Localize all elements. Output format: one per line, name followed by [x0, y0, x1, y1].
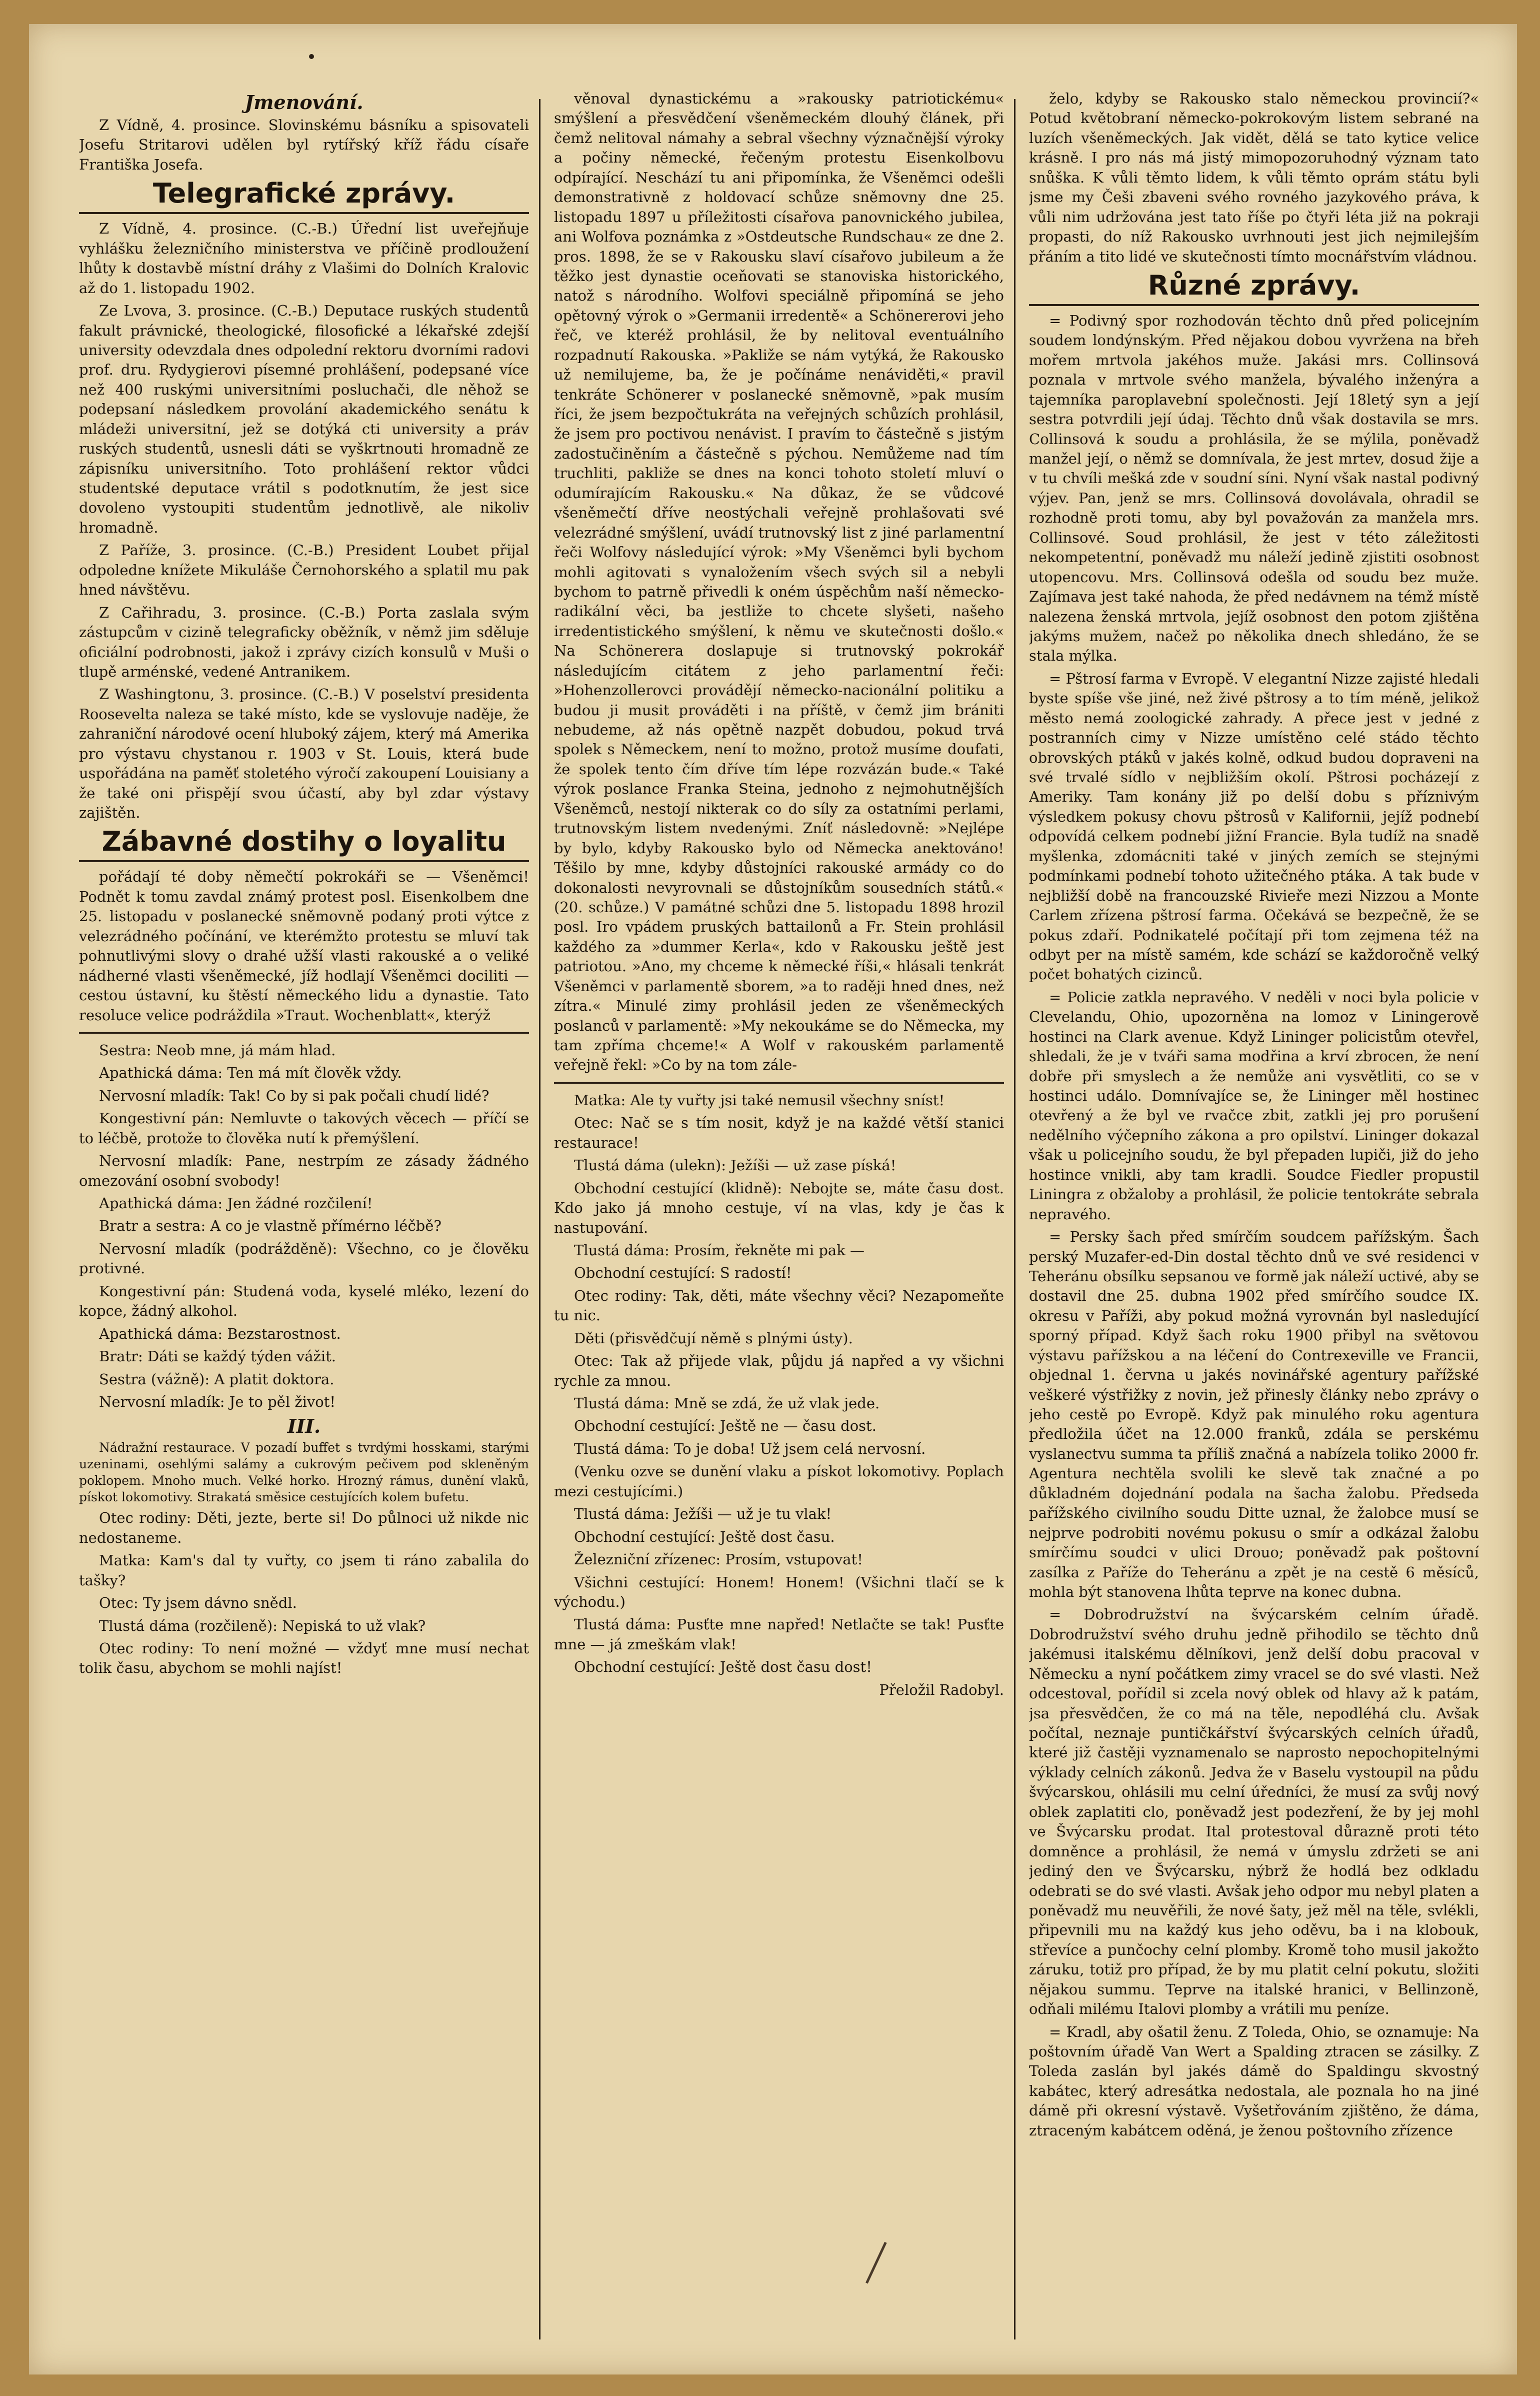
dialog-block-1	[79, 1041, 529, 1412]
column-2	[554, 89, 1004, 2349]
news-item: = Dobrodružství na švýcarském celním úřadě. Dobrodružství svého druhu jedně přihodilo se těchto dnů jakémusi italskému dělníkovi, jenž delší dobu pracoval v Německu a nyní počátkem zimy vracel se do své vlasti. Než odcestoval, pořídil si zcela nový oblek od hlavy až k patám, jsa přesvědčen, že co má na těle, nepodléhá clu. Avšak počítal, neznaje puntičkářství švýcarských celních úřadů, které již častěji vyznamenalo se naprosto nepochopitelnými výklady celních zákonů. Jedva že v Baselu vystoupil na půdu švýcarskou, ohlásili mu celní úředníci, že musí za svůj nový oblek zaplatiti clo, poněvadž jest podezření, že by jej mohl ve Švýcarsku prodat. Ital protestoval důrazně proti této domněnce a prohlásil, že nemá v úmyslu zdržeti se ani jediný den ve Švýcarsku, nýbrž že hodlá bez odkladu odebrati se do své vlasti. Avšak jeho odpor mu nebyl platen a poněvadž mu neuvěřili, že nové šaty, jež měl na těle, svlékli, připevnili mu na každý kus jeho oděvu, ba i na klobouk, střevíce a punčochy celní plomby. Kromě toho musil jakožto záruku, totiž pro případ, že by mu platit celní pokutu, složiti nějakou summu. Teprve na italské hranici, v Bellinzoně, odňali milému Italovi plomby a vrátili mu peníze.	[1029, 1606, 1479, 2018]
dialog-line: Nervosní mladík: Pane, nestrpím ze zásady žádného omezování osobní svobody!	[79, 1152, 529, 1189]
section-heading-jmenovani: Jmenování.	[244, 91, 364, 114]
dialog-line: Otec: Ty jsem dávno snědl.	[99, 1594, 297, 1612]
news-item: = Policie zatkla nepravého. V neděli v noci byla policie v Clevelandu, Ohio, upozorněna na lomoz v Liningerově hostinci na Clark avenue. Když Lininger policistům otevřel, shledali, že je v tváři sama modřina a krví zbrocen, že není dobře při smyslech a že nemůže ani vysvětliti, co se v hostinci událo. Domnívajíce se, že Lininger měl hostinec otevřený a že byl ve rvačce zbit, zatkli jej pro porušení nedělního výčepního zákona a pro opilství. Lininger dokazal však u policejního soudu, že byl přepaden lupiči, již do jeho hostince vnikli, aby tam kradli. Soudce Fiedler propustil Liningra z obžaloby a prohlásil, že policie tentokráte sebrala nepravého.	[1029, 988, 1479, 1223]
dialog-line: Tlustá dáma: To je doba! Už jsem celá nervosní.	[574, 1440, 926, 1457]
telegram-constantinople: Z Cařihradu, 3. prosince. (C.-B.) Porta zaslala svým zástupcům v cizině telegraficky oběžník, v němž jim sděluje oficiální podrobnosti, jakož i zprávy cizích konsulů v Muši o tlupě arménské, vedené Antranikem.	[79, 604, 529, 680]
article-loyalty-continued: věnoval dynastickému a »rakousky patriotickému« smýšlení a přesvědčení všeněmeckém dlouhý článek, při čemž nelitoval námahy a sebral všechny význačnější výroky a počiny německé, řečeným protestu Eisenkolbovu odpírající. Neschází tu ani připomínka, že Všeněmci odešli demonstrativně z holdovací schůze sněmovny dne 25. listopadu 1897 u příležitosti císařova panovnického jubilea, ani Wolfova poznámka z »Ostdeutsche Rundschau« ze dne 2. pros. 1898, že se v Rakousku slaví císařovo jubileum a že těžko jest dynastie oceňovati se stanoviska historického, natož s národního. Wolfovi speciálně připomíná se jeho opětovný výrok o »Germanii irredentě« a Schönererovi jeho řeč, ve kteréž prohlásil, že by nelitoval eventuálního rozpadnutí Rakouska. »Pakliže se nám vytýká, že Rakousko už nemilujeme, ba, že je počínáme nenáviděti,« pravil tenkráte Schönerer v poslanecké sněmovně, »pak musím říci, že jsem bezpočtukráta na veřejných schůzích prohlásil, že jsem pro poctivou nenávist. I pravím to částečně s jistým zadostučiněním a částečně s pýchou. Nemůžeme nad tím truchliti, pakliže se dnes na konci tohoto století mluví o odumírajícím Rakousku.« Na důkaz, že se vůdcové všeněmečtí dříve neostýchali veřejně prohlašovati své velezrádné smýšlení, uvádí trutnovský list z jiné parlamentní řeči Wolfovy následující výrok: »My Všeněmci byli bychom mohli agitovati s vynaložením všech svých sil a nebyli bychom to patrně přivedli k oném úspěchům naší německo-radikální věci, ba jestliže to chcete slyšeti, našeho irredentistického smýšlení, k němu ve skutečnosti došlo.« Na Schönerera doslapuje si trutnovský pokrokář následujícím citátem z jeho parlamentní řeči: »Hohenzollerovci provádějí německo-nacionální politiku a budou ji musit prováděti i na příště, v čemž jim brániti nebudeme, až nás opětně nazpět dobudou, pokud trvá spolek s Německem, není to možno, protož musíme doufati, že spolek tento čím dříve tím lépe rozvázán bude.« Také výrok poslance Franka Steina, jednoho z nejmohutnějších Všeněmců, nestojí nikterak co do síly za ostatními perlami, trutnovským listem nvedenými. Zníť následovně: »Nejlépe by bylo, kdyby Rakousko bylo od Německa anektováno! Těšilo by mne, kdyby důstojníci rakouské armády co do dokonalosti nevyrovnali se důstojníkům sousedních států.« (20. schůze.) V památné schůzi dne 5. listopadu 1898 hrozil posl. Iro vpádem pruských battailonů a Fr. Stein prohlásil každého za »dummer Kerla«, kdo v Rakousku ještě jest patriotou. »Ano, my chceme k německé říši,« hlásali tenkrát Všeněmci v parlamentě sborem, »a to raději hned dnes, než zítra.« Minulé zimy prohlásil jeden ze všeněmeckých poslanců v parlamentě: »My nekoukáme se do Německa, my tam zpříma chceme!« A Wolf v rakouském parlamentě veřejně řekl: »Co by na tom zále-	[554, 90, 1004, 1074]
telegram-vienna: Z Vídně, 4. prosince. (C.-B.) Úřední list uveřejňuje vyhlášku železničního ministerstva ve příčině prodloužení lhůty k dostavbě místní dráhy z Vlašimi do Dolních Kralovic až do 1. listopadu 1902.	[79, 220, 529, 297]
article-jmenovani: Z Vídně, 4. prosince. Slovinskému básníku a spisovateli Josefu Stritarovi udělen byl rytířský kříž řádu císaře Františka Josefa.	[79, 117, 529, 173]
column-3	[1029, 89, 1479, 2349]
news-item: = Kradl, aby ošatil ženu. Z Toleda, Ohio, se oznamuje: Na poštovním úřadě Van Wert a Spalding ztracen se zásilky. Z Toleda zaslán byl jakés dámě do Spaldingu skvostný kabátec, který adresátka nedostala, ale poznala ho na jiné dámě při okresní výstavě. Vyšetřováním zjištěno, že dáma, ztraceným kabátcem oděná, je ženou poštovního zřízence	[1029, 2023, 1479, 2139]
dialog-line: Otec rodiny: Děti, jezte, berte si! Do půlnoci už nikde nic nedostaneme.	[79, 1509, 529, 1546]
dialog-line: Bratr: Dáti se každý týden vážit.	[99, 1348, 336, 1365]
dialog-line: Bratr a sestra: A co je vlastně přímérno léčbě?	[99, 1217, 442, 1235]
column-rule	[1014, 99, 1016, 2339]
part-heading-III: III.	[287, 1415, 321, 1438]
dialog-line: Tlustá dáma (rozčileně): Nepiská to už vlak?	[99, 1617, 426, 1634]
dialog-line: Obchodní cestující: Ještě dost času.	[574, 1528, 835, 1545]
dialog-line: Tlustá dáma: Pusťte mne napřed! Netlačte se tak! Pusťte mne — já zmeškám vlak!	[554, 1616, 1004, 1653]
telegram-lvov: Ze Lvova, 3. prosince. (C.-B.) Deputace ruských studentů fakult právnické, theologické, filosofické a lékařské zdejší university odevzdala dnes odpolední rektoru dvorními radovi prof. dru. Rydygierovi písemné prohlášení, podepsané více než 400 ruskými universitními posluchači, dle něhož se podepsaní následkem provolání akademického senátu k mládeži universitní, jež se dotýká cti university a práv ruských studentů, usnesli dáti se vyškrtnouti hromadně ze zápisníku universitního. Toto prohlášení rektor vůdci studentské deputace vrátil s podotknutím, že jest sice dovoleno vystoupiti studentům jednotlivě, ale nikoliv hromadně.	[79, 302, 529, 536]
dialog-line: Apathická dáma: Jen žádné rozčilení!	[99, 1195, 373, 1212]
dialog-line: Matka: Ale ty vuřty jsi také nemusil všechny sníst!	[574, 1091, 945, 1109]
dialog-line: Sestra: Neob mne, já mám hlad.	[99, 1041, 336, 1059]
dialog-line: (Venku ozve se dunění vlaku a pískot lokomotivy. Poplach mezi cestujícími.)	[554, 1463, 1004, 1500]
news-item: = Persky šach před smírčím soudcem pařížským. Šach perský Muzafer-ed-Din dostal těchto dnů ve své residenci v Teheránu obsílku sepsanou ve formě jak náleží uctivé, aby se dostavil dne 25. dubna 1902 před smírčího soudce IX. okresu v Paříži, aby pokud možná vyrovnán byl nasledující sporný případ. Když šach roku 1900 přibyl na světovou výstavu pařížskou a na léčení do Contrexeville ve Francii, objednal 1. června u jakés novinářské agentury pařížské veškeré výstřižky z novin, jež přinesly články nebo zprávy o jeho cestě po Evropě. Když pak minulého roku agentura předložila účet na 12.000 franků, zdála se perskému vyslanectvu summa ta příliš značná a nabízela toliko 2000 fr. Agentura nechtěla svolili ke slevě tak značné a po důkladném dojednání podala na šacha žalobu. Předseda pařížského civilního soudu Ditte uznal, že žalobce musí se nejprve podrobiti novému pokusu o smír a odkázal žalobu smírčímu soudci v ulici Drouo; poněvadž pak poštovní zasílka z Paříže do Teheránu a zpět je na cestě 6 měsíců, mohla být stanovena lhůta teprve na konec dubna.	[1029, 1228, 1479, 1600]
section-heading-ruzne: Různé zprávy.	[1029, 270, 1479, 306]
section-heading-telegraficke: Telegrafické zprávy.	[79, 178, 529, 214]
dialog-line: Všichni cestující: Honem! Honem! (Všichni tlačí se k východu.)	[554, 1573, 1004, 1610]
dialog-line: Kongestivní pán: Nemluvte o takových věcech — příčí se to léčbě, protože to člověka nutí k přemýšlení.	[79, 1110, 529, 1147]
dialog-line: Nervosní mladík (podrážděně): Všechno, co je člověku protivné.	[79, 1240, 529, 1277]
article-zabavne: pořádají té doby němečtí pokrokáři se — Všeněmci! Podnět k tomu zavdal známý protest posl. Eisenkolbem dne 25. listopadu v poslanecké sněmovně podaný proti výtce z velezrádného počínání, ve kterémžto protestu se mluví tak pohnutlivými slovy o drahé užší vlasti rakouské a o veliké nádherné vlasti všeněmecké, jíž hodlají Všeněmci dociliti — cestou ústavní, ku štěstí německého lidu a dynastie. Tato resoluce velice podráždila »Traut. Wochenblatt«, kterýž	[79, 868, 529, 1024]
dialog-line: Otec: Tak až přijede vlak, půjdu já napřed a vy všichni rychle za mnou.	[554, 1352, 1004, 1389]
dialog-line: Obchodní cestující: Ještě dost času dost!	[574, 1658, 872, 1676]
dialog-block-3	[554, 1091, 1004, 1677]
dialog-line: Tlustá dáma (ulekn): Ježíši — už zase píská!	[574, 1157, 896, 1174]
dialog-line: Otec rodiny: Tak, děti, máte všechny věci? Nezapomeňte tu nic.	[554, 1287, 1004, 1324]
dialog-line: Železniční zřízenec: Prosím, vstupovat!	[574, 1551, 863, 1568]
dialog-line: Tlustá dáma: Ježíši — už je tu vlak!	[574, 1505, 832, 1523]
print-dot	[309, 54, 314, 59]
dialog-line: Obchodní cestující: Ještě ne — času dost.	[574, 1417, 876, 1435]
dialog-line: Otec: Nač se s tím nosit, když je na každé větší stanici restaurace!	[554, 1114, 1004, 1151]
news-item: = Pštrosí farma v Evropě. V elegantní Nizze zajisté hledali byste spíše vše jiné, než živé pštrosy a to tím méně, jelikož město nemá zoologické zahrady. A přece jest v jedné z postranních cimy v Nizze umístěno celé stádo těchto obrovských ptáků v jakés kolně, odkud budou dopraveni na své trvalé sídlo v nejbližším okolí. Pštrosi pocházejí z Ameriky. Tam konány již po delší dobu s příznivým výsledkem pokusy chovu pštrosů v Kalifornii, jejíž podnebí odpovídá celkem podnebí jižní Francie. Byla tudíž na snadě myšlenka, zdomácniti také v jiných zemích se stejnými podmínkami podnebí tohoto užitečného ptáka. A tak bude v nejbližší době na francouzské Rivieře mezi Nizzou a Monte Carlem zřízena pštrosí farma. Očekává se bezpečně, že se pokus zdaří. Podnikatelé počítají při tom zejmena též na odbyt per na místě samém, kde schází se každoročně velký počet bohatých cizinců.	[1029, 670, 1479, 983]
column-1	[79, 89, 529, 2349]
dialog-line: Sestra (vážně): A platit doktora.	[99, 1370, 334, 1388]
dialog-line: Obchodní cestující: S radostí!	[574, 1264, 792, 1282]
dialog-line: Matka: Kam's dal ty vuřty, co jsem ti ráno zabalila do tašky?	[79, 1552, 529, 1589]
dialog-line: Apathická dáma: Ten má mít člověk vždy.	[99, 1064, 402, 1082]
translator-credit: Přeložil Radobyl.	[879, 1681, 1004, 1698]
dialog-line: Apathická dáma: Bezstarostnost.	[99, 1325, 341, 1342]
dialog-line: Obchodní cestující (klidně): Nebojte se, máte času dost. Kdo jako já mnoho cestuje, ví na vlas, kdy je čas k nastupování.	[554, 1179, 1004, 1236]
dialog-line: Kongestivní pán: Studená voda, kyselé mléko, lezení do kopce, žádný alkohol.	[79, 1282, 529, 1320]
dialog-line: Nervosní mladík: Tak! Co by si pak počali chudí lidé?	[99, 1087, 490, 1104]
dialog-line: Otec rodiny: To není možné — vždyť mne musí nechat tolik času, abychom se mohli najíst!	[79, 1640, 529, 1677]
scene-description: Nádražní restaurace. V pozadí buffet s tvrdými hosskami, starými uzeninami, osehlými salámy a cukrovým pečivem pod skleněným poklopem. Mnoho much. Velké horko. Hrozný rámus, dunění vlaků, pískot lokomotivy. Strakatá směsice cestujících kolem bufetu.	[79, 1440, 529, 1505]
dialog-block-2	[79, 1508, 529, 1678]
news-item: = Podivný spor rozhodován těchto dnů před policejním soudem londýnským. Před nějakou dobou vyvržena na břeh mořem mrtvola jakéhos muže. Jakási mrs. Collinsová poznala v mrtvole svého manžela, bývalého inženýra a tajemníka paroplavební společnosti. Její 18letý syn a její sestra potvrdili její údaj. Těchto dnů však dostavila se mrs. Collinsová k soudu a prohlásila, že se mýlila, poněvadž manžel její, o němž se domnívala, že jest mrtev, dosud žije a v tu chvíli mešká zde v soudní síni. Nyní však nastal podivný výjev. Pan, jenž se mrs. Collinsová dovolávala, ohradil se rozhodně proti tomu, aby byl považován za manžela mrs. Collinsové. Soud prohlásil, že jest v této záležitosti nekompetentní, poněvadž mu náleží jedině zjistiti osobnost utopencovu. Mrs. Collinsová odešla od soudu bez muže. Zajímava jest také nahoda, že před nedávnem na témž místě nalezena ženská mrtvola, jejíž osobnost den potom zjištěna jakýms mužem, načež po několika dnech shledáno, že se stala mýlka.	[1029, 312, 1479, 665]
telegram-washington: Z Washingtonu, 3. prosince. (C.-B.) V poselství presidenta Roosevelta naleza se také místo, kde se vyslovuje naděje, že zahraniční národové ocení hluboký zájem, který má Amerika pro výstavu chystanou r. 1903 v St. Louis, která bude uspořádána na paměť stoletého výročí zakoupení Louisiany a že také oni přispějí svou účastí, aby byl zdar výstavy zajištěn.	[79, 686, 529, 821]
column-rule	[539, 99, 540, 2339]
section-heading-zabavne: Zábavné dostihy o loyalitu	[79, 826, 529, 862]
dialog-line: Děti (přisvědčují němě s plnými ústy).	[574, 1329, 853, 1347]
article-loyalty-end: želo, kdyby se Rakousko stalo německou provincií?« Potud květobraní německo-pokrokovým listem sebrané na luzích všeněmeckých. Jak vidět, dělá se tato kytice velice krásně. I pro nás má jistý mimopozoruhodný význam tato snůška. K vůli těmto lidem, k vůli těmto oprám státu byli jsme my Češi zbaveni svého rovného jazykového práva, k vůli nim udržována jest tato říše po čtyři léta již na pokraji propasti, do níž Rakousko uvrhnouti jest jich nejmilejším přáním a tito lidé ve skutečnosti tímto mocnářstvím vládnou.	[1029, 90, 1479, 265]
feuilleton-divider	[554, 1082, 1004, 1084]
telegram-paris: Z Paříže, 3. prosince. (C.-B.) President Loubet přijal odpoledne knížete Mikuláše Černohorského a splatil mu pak hned návštěvu.	[79, 542, 529, 599]
newspaper-page	[29, 24, 1517, 2374]
feuilleton-divider	[79, 1032, 529, 1034]
dialog-line: Tlustá dáma: Prosím, řekněte mi pak —	[574, 1241, 865, 1259]
dialog-line: Nervosní mladík: Je to pěl život!	[99, 1393, 336, 1410]
dialog-line: Tlustá dáma: Mně se zdá, že už vlak jede.	[574, 1395, 880, 1412]
